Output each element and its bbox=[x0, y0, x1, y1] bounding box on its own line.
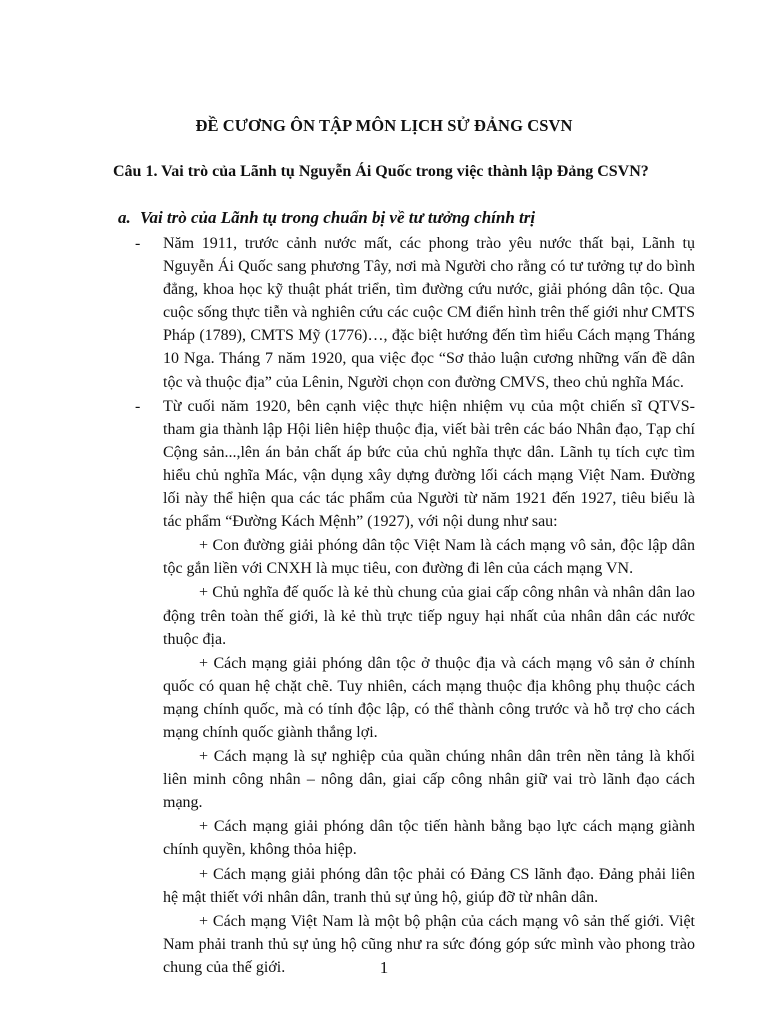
sub-point: + Con đường giải phóng dân tộc Việt Nam là cách mạng vô sản, độc lập dân tộc gắn liền với CNXH là mục tiêu, con đường đi lên của cách mạng VN. bbox=[163, 537, 695, 578]
sub-point: + Chủ nghĩa đế quốc là kẻ thù chung của giai cấp công nhân và nhân dân lao động trên toàn thế giới, là kẻ thù trực tiếp nguy hại nhất của nhân dân các nước thuộc địa. bbox=[163, 584, 695, 648]
section-heading bbox=[118, 208, 535, 228]
sub-point: + Cách mạng giải phóng dân tộc ở thuộc địa và cách mạng vô sản ở chính quốc có quan hệ chặt chẽ. Tuy nhiên, cách mạng thuộc địa không phụ thuộc cách mạng chính quốc, mà có tính độc lập, có thể thành công trước và hỗ trợ cho cách mạng chính quốc giành thắng lợi. bbox=[163, 654, 695, 741]
bullet-dash: - bbox=[135, 397, 141, 415]
section-marker: a. bbox=[118, 208, 131, 227]
page-number: 1 bbox=[379, 958, 389, 977]
document-title: ĐỀ CƯƠNG ÔN TẬP MÔN LỊCH SỬ ĐẢNG CSVN bbox=[195, 116, 573, 135]
bullet-item bbox=[135, 395, 695, 534]
bullet-list bbox=[135, 232, 695, 979]
bullet-text: Năm 1911, trước cảnh nước mất, các phong trào yêu nước thất bại, Lãnh tụ Nguyễn Ái Quốc sang phương Tây, nơi mà Người cho rằng có tư tưởng tự do bình đẳng, khoa học kỹ thuật phát triển, tìm đường cứu nước, giải phóng dân tộc. Qua cuộc sống thực tiễn và nghiên cứu các cuộc CM điển hình trên thế giới như CMTS Pháp (1789), CMTS Mỹ (1776)…, đặc biệt hướng đến tìm hiểu Cách mạng Tháng 10 Nga. Tháng 7 năm 1920, qua việc đọc “Sơ thảo luận cương những vấn đề dân tộc và thuộc địa” của Lênin, Người chọn con đường CMVS, theo chủ nghĩa Mác. bbox=[163, 235, 695, 391]
question-heading: Câu 1. Vai trò của Lãnh tụ Nguyễn Ái Quốc trong việc thành lập Đảng CSVN? bbox=[113, 163, 649, 180]
sub-point: + Cách mạng Việt Nam là một bộ phận của cách mạng vô sản thế giới. Việt Nam phải tranh thủ sự ủng hộ cũng như ra sức đóng góp sức mình vào phong trào chung của thế giới. bbox=[163, 912, 695, 976]
bullet-item bbox=[135, 232, 695, 394]
section-heading-text: Vai trò của Lãnh tụ trong chuẩn bị về tư tưởng chính trị bbox=[140, 208, 536, 227]
sub-point: + Cách mạng giải phóng dân tộc tiến hành bằng bạo lực cách mạng giành chính quyền, không thỏa hiệp. bbox=[163, 818, 695, 859]
bullet-dash: - bbox=[135, 235, 141, 252]
sub-point: + Cách mạng là sự nghiệp của quần chúng nhân dân trên nền tảng là khối liên minh công nhân – nông dân, giai cấp công nhân giữ vai trò lãnh đạo cách mạng. bbox=[163, 748, 695, 812]
bullet-text: Từ cuối năm 1920, bên cạnh việc thực hiện nhiệm vụ của một chiến sĩ QTVS- tham gia thành lập Hội liên hiệp thuộc địa, viết bài trên các báo Nhân đạo, Tạp chí Cộng sản...,lên án bản chất áp bức của chủ nghĩa thực dân. Lãnh tụ tích cực tìm hiểu chủ nghĩa Mác, vận dụng xây dựng đường lối cách mạng Việt Nam. Đường lối này thể hiện qua các tác phẩm của Người từ năm 1921 đến 1927, tiêu biểu là tác phẩm “Đường Kách Mệnh” (1927), với nội dung như sau: bbox=[163, 397, 695, 531]
sub-point: + Cách mạng giải phóng dân tộc phải có Đảng CS lãnh đạo. Đảng phải liên hệ mật thiết với nhân dân, tranh thủ sự ủng hộ, giúp đỡ từ nhân dân. bbox=[163, 865, 695, 906]
